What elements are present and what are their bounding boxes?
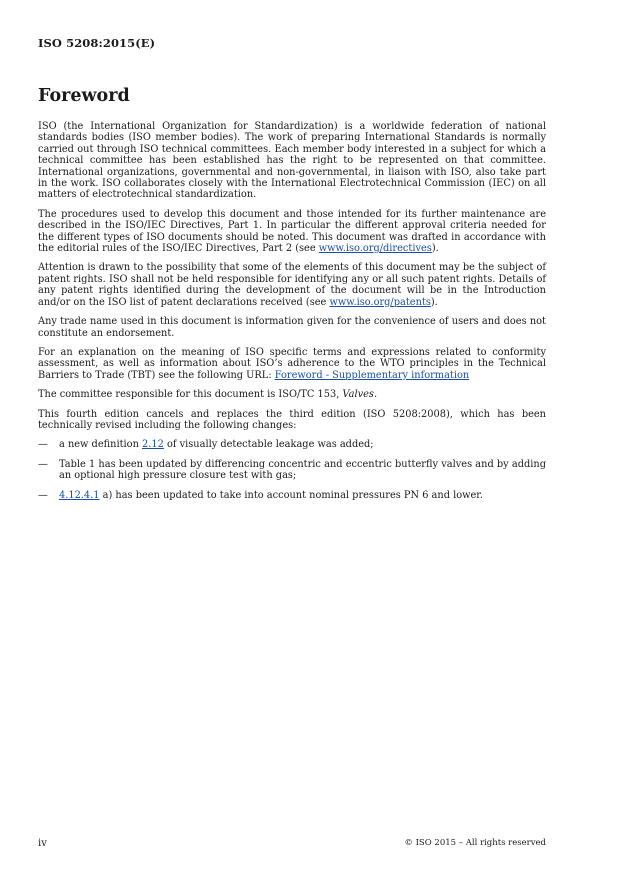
clause-4-12-4-1-link[interactable]: 4.12.4.1 xyxy=(59,489,100,501)
supplementary-info-link[interactable]: Foreword - Supplementary information xyxy=(274,369,470,381)
paragraph-committee xyxy=(38,389,546,400)
foreword-body xyxy=(38,121,546,509)
paragraph-text: Attention is drawn to the possibility that some of the elements of this document may be the subject of patent rights. ISO shall not be held responsible for identifying any or all such patent rights. Details of any patent rights identified during the development of the document will be in the Introduction and/or on the ISO list of patent declarations received (see xyxy=(38,262,546,308)
document-id-header: ISO 5208:2015(E) xyxy=(38,36,156,50)
patents-link[interactable]: www.iso.org/patents xyxy=(329,296,431,308)
page-number: iv xyxy=(38,838,47,849)
paragraph-edition: This fourth edition cancels and replaces the third edition (ISO 5208:2008), which has been technically revised including the following changes: xyxy=(38,408,546,431)
list-item-text: a) has been updated to take into account nominal pressures PN 6 and lower. xyxy=(99,489,484,501)
paragraph-iso-intro: ISO (the International Organization for Standardization) is a worldwide federation of national standards bodies (ISO member bodies). The work of preparing International Standards is normally carried out through ISO technical committees. Each member body interested in a subject for which a technical committee has been established has the right to be represented on that committee. International organizations, governmental and non-governmental, in liaison with ISO, also take part in the work. ISO collaborates closely with the International Electrotechnical Commission (IEC) on all matters of electrotechnical standardization. xyxy=(38,121,546,201)
changes-list xyxy=(38,439,546,501)
list-item xyxy=(38,439,546,450)
list-item xyxy=(38,459,546,482)
definition-2-12-link[interactable]: 2.12 xyxy=(142,439,164,451)
list-item-text: a new definition xyxy=(59,439,143,451)
copyright-notice: © ISO 2015 – All rights reserved xyxy=(404,838,546,848)
paragraph-text: . xyxy=(373,389,378,401)
directives-link[interactable]: www.iso.org/directives xyxy=(318,243,432,255)
paragraph-conformity xyxy=(38,347,546,381)
paragraph-trade-name: Any trade name used in this document is information given for the convenience of users and does not constitute an endorsement. xyxy=(38,316,546,339)
paragraph-text: The committee responsible for this document is ISO/TC 153, xyxy=(38,389,343,401)
list-dash: — xyxy=(38,439,48,451)
paragraph-procedures xyxy=(38,209,546,255)
committee-name: Valves xyxy=(342,389,374,401)
list-item-text: of visually detectable leakage was added; xyxy=(163,439,374,451)
paragraph-text: The procedures used to develop this document and those intended for its further maintenance are described in the ISO/IEC Directives, Part 1. In particular the different approval criteria needed for the different types of ISO documents should be noted. This document was drafted in accordance with the editorial rules of the ISO/IEC Directives, Part 2 (see xyxy=(38,208,546,255)
page-title: Foreword xyxy=(38,86,130,106)
list-item xyxy=(38,490,546,501)
list-dash: — xyxy=(38,458,48,470)
paragraph-text: ). xyxy=(431,243,439,255)
paragraph-text: For an explanation on the meaning of ISO specific terms and expressions related to conformity assessment, as well as information about ISO’s adherence to the WTO principles in the Technical Barriers to Trade (TBT) see the following URL: xyxy=(38,346,546,381)
list-item-text: Table 1 has been updated by differencing concentric and eccentric butterfly valves and by adding an optional high pressure closure test with gas; xyxy=(59,458,546,482)
list-dash: — xyxy=(38,489,48,501)
paragraph-patents xyxy=(38,262,546,308)
paragraph-text: ). xyxy=(430,296,438,308)
